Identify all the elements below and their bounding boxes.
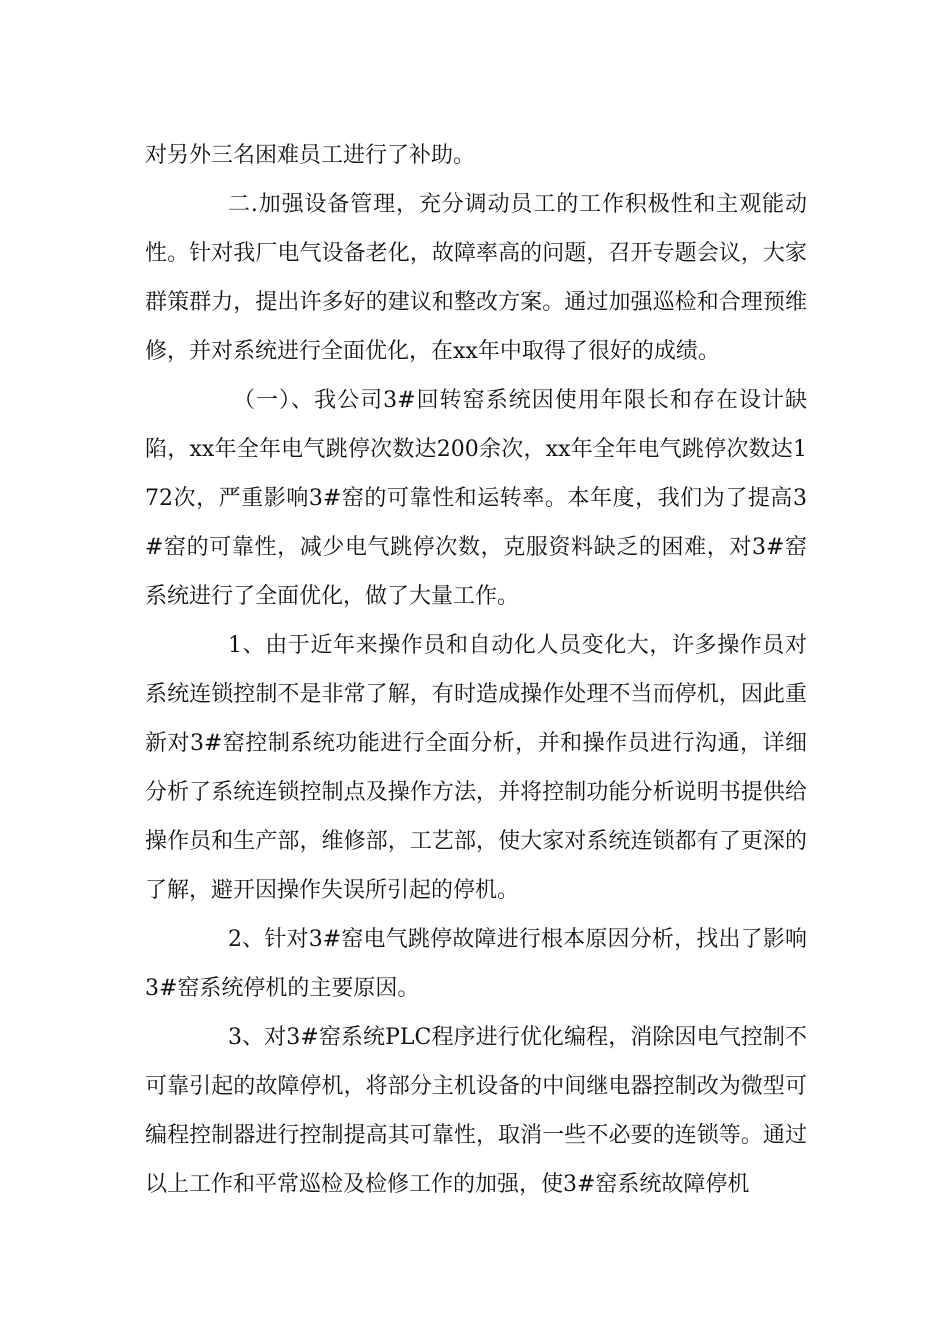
paragraph-item-two: 2、针对3#窑电气跳停故障进行根本原因分析，找出了影响3#窑系统停机的主要原因。 xyxy=(145,927,807,1001)
paragraph-subsection-one: （一）、我公司3#回转窑系统因使用年限长和存在设计缺陷，xx年全年电气跳停次数达200余次，xx年全年电气跳停次数达172次，严重影响3#窑的可靠性和运转率。本年度，我们为了提高3#窑的可靠性，减少电气跳停次数，克服资料缺乏的困难，对3#窑系统进行了全面优化，做了大量工作。 xyxy=(145,388,807,609)
paragraph-item-one: 1、由于近年来操作员和自动化人员变化大，许多操作员对系统连锁控制不是非常了解，有时造成操作处理不当而停机，因此重新对3#窑控制系统功能进行全面分析，并和操作员进行沟通，详细分析了系统连锁控制点及操作方法，并将控制功能分析说明书提供给操作员和生产部，维修部，工艺部，使大家对系统连锁都有了更深的了解，避开因操作失误所引起的停机。 xyxy=(145,633,807,903)
document-body xyxy=(145,131,807,1209)
paragraph-continuation: 对另外三名困难员工进行了补助。 xyxy=(145,143,476,168)
paragraph-item-three: 3、对3#窑系统PLC程序进行优化编程，消除因电气控制不可靠引起的故障停机，将部分主机设备的中间继电器控制改为微型可编程控制器进行控制提高其可靠性，取消一些不必要的连锁等。通过以上工作和平常巡检及检修工作的加强，使3#窑系统故障停机 xyxy=(145,1025,807,1197)
paragraph-section-two: 二.加强设备管理，充分调动员工的工作积极性和主观能动性。针对我厂电气设备老化，故障率高的问题，召开专题会议，大家群策群力，提出许多好的建议和整改方案。通过加强巡检和合理预维修，并对系统进行全面优化，在xx年中取得了很好的成绩。 xyxy=(145,192,807,364)
